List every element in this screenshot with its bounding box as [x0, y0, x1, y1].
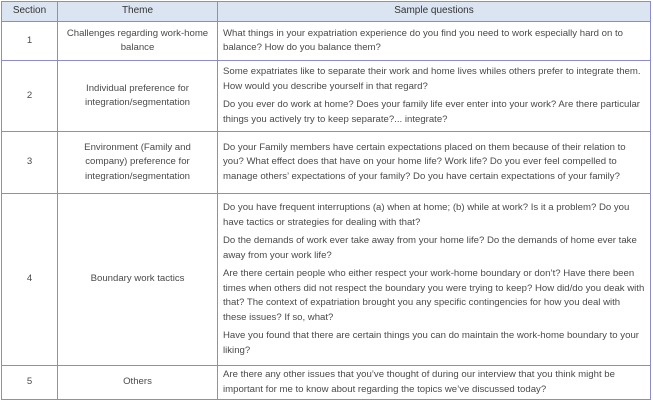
section-number: 4	[2, 194, 58, 366]
theme: Others	[58, 366, 218, 400]
question: Do you have frequent interruptions (a) when at home; (b) while at work? Is it a problem? Do you have tactics or strategies for dealing with that?	[223, 202, 630, 228]
question: Do your Family members have certain expectations placed on them because of their relation to you? What effect does that have on your home life? Work life? Do you ever feel compelled to manage others’ expectations of your family? Do you have certain expectations of your family?	[223, 141, 626, 182]
section-number: 3	[2, 132, 58, 194]
questions	[218, 194, 651, 366]
table-row	[2, 22, 651, 61]
header-section: Section	[2, 2, 58, 22]
questions	[218, 132, 651, 194]
section-number: 1	[2, 22, 58, 61]
questions	[218, 22, 651, 61]
header-sample-questions: Sample questions	[218, 2, 651, 22]
theme: Boundary work tactics	[58, 194, 218, 366]
question: Some expatriates like to separate their work and home lives whiles others prefer to integrate them. How would you describe yourself in that regard?	[223, 66, 641, 92]
header-row	[2, 2, 651, 22]
question: Have you found that there are certain things you can do maintain the work-home boundary to your liking?	[223, 330, 639, 356]
question: Are there any other issues that you’ve thought of during our interview that you think might be important for me to know about regarding the topics we’ve discussed today?	[223, 369, 615, 395]
question: Do the demands of work ever take away from your home life? Do the demands of home ever take away from your work life?	[223, 235, 637, 261]
theme: Individual preference for integration/segmentation	[58, 61, 218, 132]
table-row	[2, 61, 651, 132]
section-number: 2	[2, 61, 58, 132]
header-theme: Theme	[58, 2, 218, 22]
question: Are there certain people who either respect your work-home boundary or don’t? Have there been times when others did not respect the boundary you were trying to keep? How did/do you deak with that? The context of expatriation brought you any specific contingencies for how you deal with these issues? If so, what?	[223, 268, 645, 323]
table-row	[2, 194, 651, 366]
question: What things in your expatriation experience do you find you need to work especially hard on to balance? How do you balance them?	[223, 27, 623, 53]
section-number: 5	[2, 366, 58, 400]
interview-guide-table	[1, 1, 651, 400]
theme: Challenges regarding work-home balance	[58, 22, 218, 61]
question: Do you ever do work at home? Does your family life ever enter into your work? Are there particular things you actively try to keep separate?... integrate?	[223, 99, 640, 125]
table-row	[2, 132, 651, 194]
theme: Environment (Family and company) preference for integration/segmentation	[58, 132, 218, 194]
table-row	[2, 366, 651, 400]
questions	[218, 366, 651, 400]
questions	[218, 61, 651, 132]
